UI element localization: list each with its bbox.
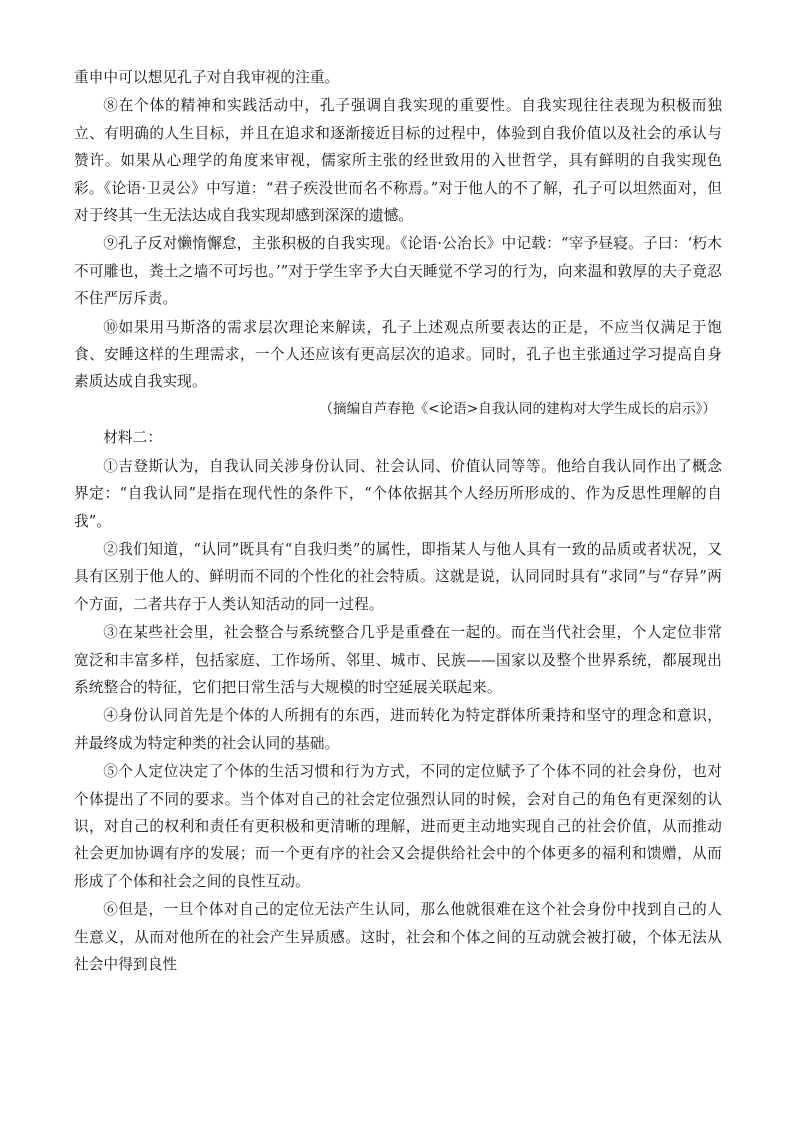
material-2-paragraph-1: ①吉登斯认为，自我认同关涉身份认同、社会认同、价值认同等等。他给自我认同作出了概念界定：“自我认同”是指在现代性的条件下，“个体依据其个人经历所形成的、作为反思性理解的自我”。 bbox=[74, 457, 722, 530]
continuation-text: 重申中可以想见孔子对自我审视的注重。 bbox=[74, 69, 340, 86]
material-2-paragraph-4: ④身份认同首先是个体的人所拥有的东西，进而转化为特定群体所秉持和坚守的理念和意识，并最终成为特定种类的社会认同的基础。 bbox=[74, 707, 722, 752]
document-page bbox=[74, 64, 722, 978]
source-citation: （摘编自芦春艳《<论语>自我认同的建构对大学生成长的启示》） bbox=[319, 400, 716, 417]
material-2-paragraph-2: ②我们知道，“认同”既具有“自我归类”的属性，即指某人与他人具有一致的品质或者状况，又具有区别于他人的、鲜明而不同的个性化的社会特质。这就是说，认同同时具有“求同”与“存异”两个方面，二者共存于人类认知活动的同一过程。 bbox=[74, 540, 722, 613]
paragraph-10: ⑩如果用马斯洛的需求层次理论来解读，孔子上述观点所要表达的正是，不应当仅满足于饱食、安睡这样的生理需求，一个人还应该有更高层次的追求。同时，孔子也主张通过学习提高自身素质达成自我实现。 bbox=[74, 318, 722, 391]
paragraph-8: ⑧在个体的精神和实践活动中，孔子强调自我实现的重要性。自我实现往往表现为积极而独立、有明确的人生目标，并且在追求和逐渐接近目标的过程中，体验到自我价值以及社会的承认与赞许。如果从心理学的角度来审视，儒家所主张的经世致用的入世哲学，具有鲜明的自我实现色彩。《论语·卫灵公》中写道：“君子疾没世而名不称焉。”对于他人的不了解，孔子可以坦然面对，但对于终其一生无法达成自我实现却感到深深的遗憾。 bbox=[74, 97, 722, 225]
paragraph-9: ⑨孔子反对懒惰懈怠，主张积极的自我实现。《论语·公冶长》中记载：“宰予昼寝。子曰：‘朽木不可雕也，粪土之墙不可圬也。’”对于学生宰予大白天睡觉不学习的行为，向来温和敦厚的夫子竟忍不住严厉斥责。 bbox=[74, 235, 722, 308]
material-2-paragraph-5: ⑤个人定位决定了个体的生活习惯和行为方式，不同的定位赋予了个体不同的社会身份，也对个体提出了不同的要求。当个体对自己的社会定位强烈认同的时候，会对自己的角色有更深刻的认识，对自己的权利和责任有更积极和更清晰的理解，进而更主动地实现自己的社会价值，从而推动社会更加协调有序的发展；而一个更有序的社会又会提供给社会中的个体更多的福利和馈赠，从而形成了个体和社会之间的良性互动。 bbox=[74, 763, 722, 890]
material-2-heading: 材料二： bbox=[103, 429, 163, 447]
material-2-paragraph-3: ③在某些社会里，社会整合与系统整合几乎是重叠在一起的。而在当代社会里，个人定位非常宽泛和丰富多样，包括家庭、工作场所、邻里、城市、民族——国家以及整个世界系统，都展现出系统整合的特征，它们把日常生活与大规模的时空延展关联起来。 bbox=[74, 624, 722, 696]
material-2-paragraph-6: ⑥但是，一旦个体对自己的定位无法产生认同，那么他就很难在这个社会身份中找到自己的人生意义，从而对他所在的社会产生异质感。这时，社会和个体之间的互动就会被打破，个体无法从社会中得到良性 bbox=[74, 901, 722, 973]
